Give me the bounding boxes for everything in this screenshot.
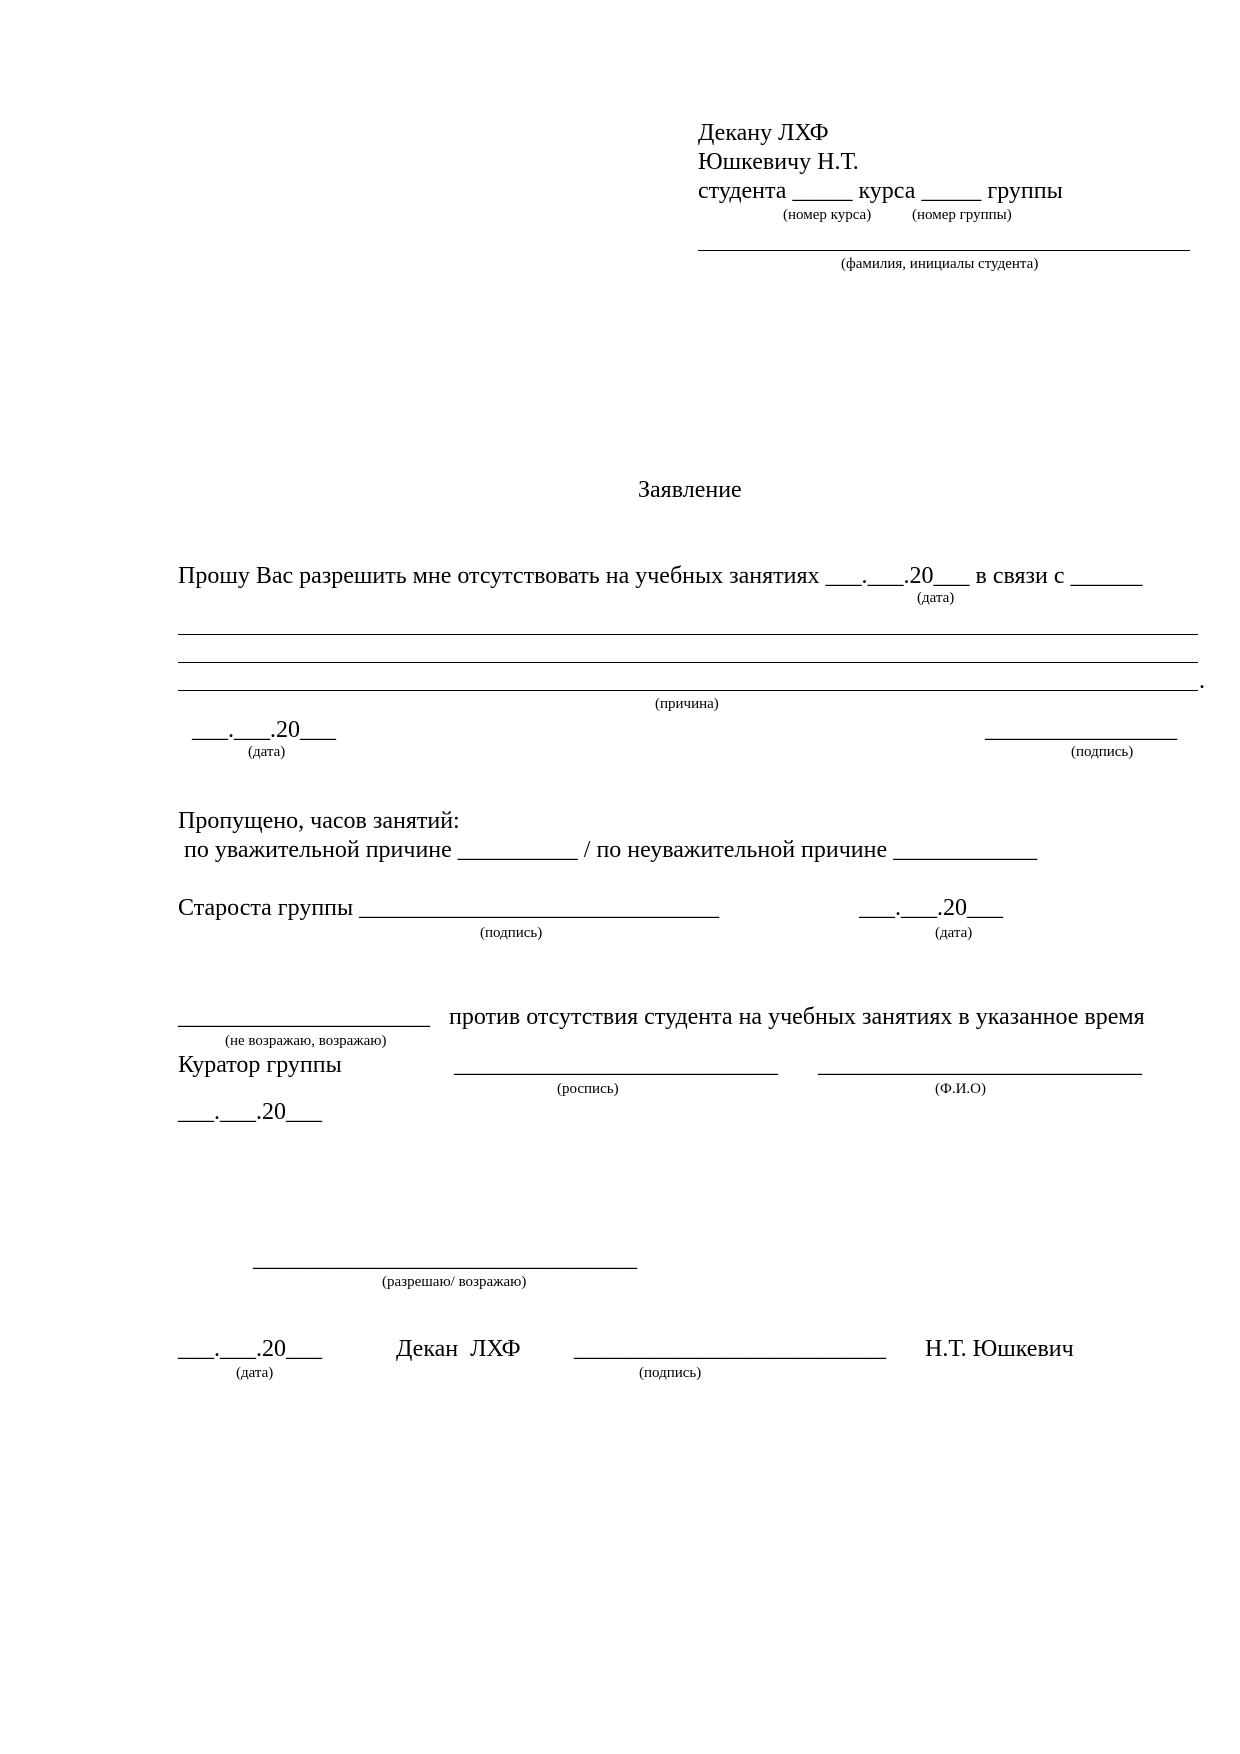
applicant-signature-field: ________________	[985, 717, 1177, 743]
dean-decision-blank: ________________________________	[253, 1246, 637, 1272]
addressee-line-2: Юшкевичу Н.Т.	[698, 149, 859, 175]
group-leader-line: Староста группы ______________________________	[178, 895, 720, 921]
group-leader-date-field: ___.___.20___	[859, 895, 1003, 921]
dean-name: Н.Т. Юшкевич	[925, 1336, 1074, 1362]
missed-hours-title: Пропущено, часов занятий:	[178, 808, 460, 834]
curator-statement: против отсутствия студента на учебных занятиях в указанное время	[449, 1004, 1145, 1030]
document-title: Заявление	[638, 477, 742, 503]
group-number-hint: (номер группы)	[912, 207, 1012, 223]
applicant-signature-hint: (подпись)	[1071, 744, 1134, 760]
reason-line-end-dot: .	[1199, 668, 1205, 694]
curator-fio-hint: (Ф.И.О)	[935, 1081, 987, 1097]
reason-line-3	[178, 690, 1198, 691]
group-leader-date-hint: (дата)	[935, 925, 973, 941]
group-leader-signature-hint: (подпись)	[480, 925, 543, 941]
request-date-hint: (дата)	[917, 590, 955, 606]
dean-signature-hint: (подпись)	[639, 1365, 702, 1381]
dean-date-field: ___.___.20___	[178, 1336, 322, 1362]
course-number-hint: (номер курса)	[783, 207, 872, 223]
curator-decision-blank: _____________________	[178, 1004, 430, 1030]
reason-line-1	[178, 634, 1198, 635]
dean-title: Декан ЛХФ	[396, 1336, 521, 1362]
application-date-field: ___.___.20___	[192, 717, 336, 743]
dean-date-hint: (дата)	[236, 1365, 274, 1381]
curator-signature-hint: (роспись)	[557, 1081, 619, 1097]
reason-line-2	[178, 662, 1198, 663]
addressee-line-1: Декану ЛХФ	[698, 120, 829, 146]
student-name-underline	[698, 250, 1190, 251]
request-text: Прошу Вас разрешить мне отсутствовать на учебных занятиях ___.___.20___ в связи с ______	[178, 563, 1143, 589]
curator-date-field: ___.___.20___	[178, 1099, 322, 1125]
student-course-group-line: студента _____ курса _____ группы	[698, 178, 1063, 204]
application-date-hint: (дата)	[248, 744, 286, 760]
curator-label: Куратор группы	[178, 1052, 342, 1078]
dean-decision-hint: (разрешаю/ возражаю)	[382, 1274, 527, 1290]
dean-signature-field: __________________________	[574, 1336, 886, 1362]
reason-hint: (причина)	[655, 696, 719, 712]
missed-hours-line: по уважительной причине __________ / по неуважительной причине ____________	[178, 837, 1038, 863]
curator-decision-hint: (не возражаю, возражаю)	[225, 1033, 387, 1049]
curator-fio-field: ___________________________	[818, 1052, 1142, 1078]
curator-signature-field: ___________________________	[454, 1052, 778, 1078]
student-name-hint: (фамилия, инициалы студента)	[841, 256, 1039, 272]
